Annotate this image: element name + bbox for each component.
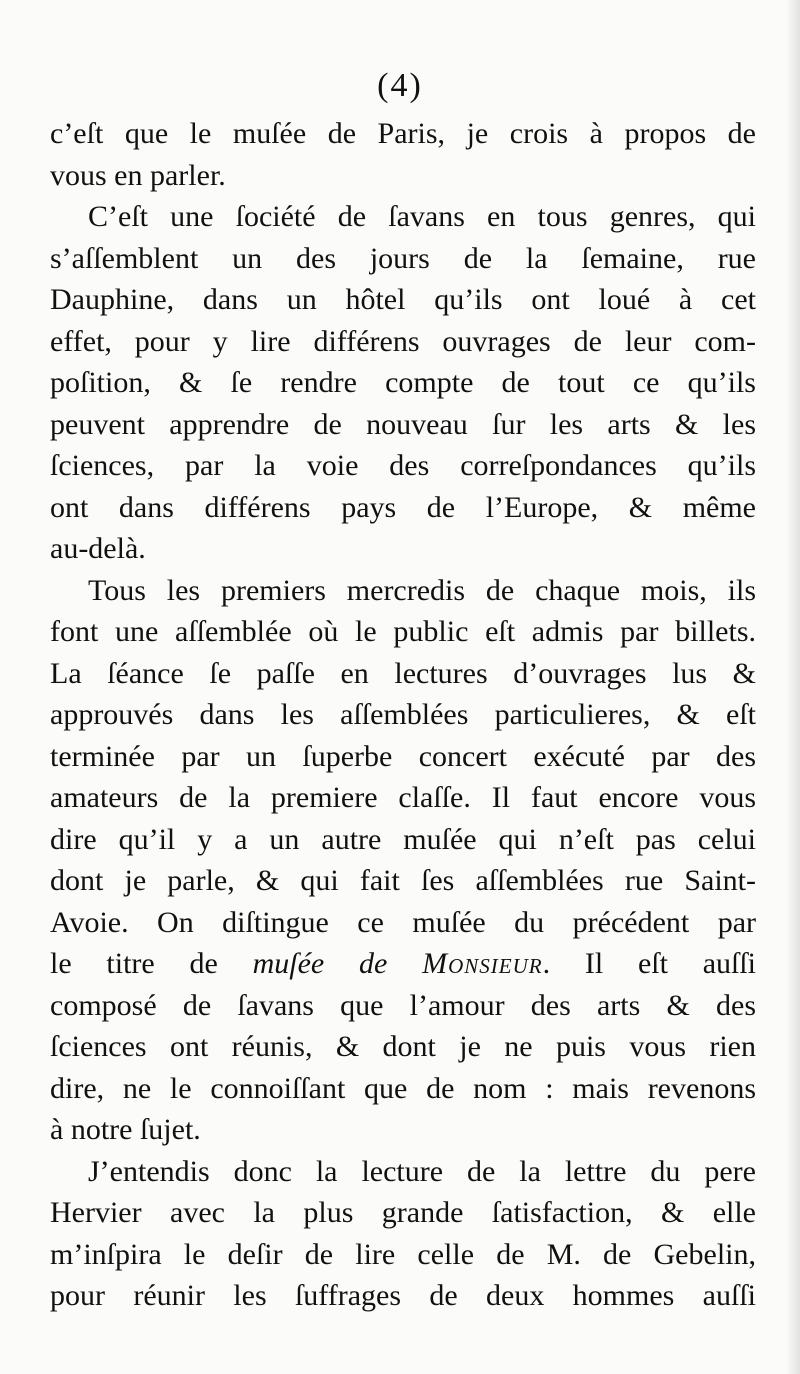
- line-prefix: le titre de: [50, 947, 253, 980]
- text-line: ſciences, par la voie des correſpondances qu’ils: [50, 449, 756, 482]
- line-suffix: . Il eſt auſſi: [542, 947, 757, 980]
- text-line: amateurs de la premiere claſſe. Il faut encore vous: [50, 781, 756, 814]
- text-line: à notre ſujet.: [50, 1113, 201, 1146]
- text-line: au-delà.: [50, 532, 146, 565]
- text-line: ont dans différens pays de l’Europe, & même: [50, 490, 756, 524]
- text-line: ſciences ont réunis, & dont je ne puis vous rien: [50, 1030, 756, 1063]
- text-line: peuvent apprendre de nouveau ſur les arts & les: [50, 407, 756, 441]
- page-number: (4): [377, 67, 423, 104]
- text-line: C’eſt une ſociété de ſavans en tous genres, qui: [88, 200, 756, 233]
- text-line: terminée par un ſuperbe concert exécuté par des: [50, 739, 756, 773]
- text-line: dont je parle, & qui fait ſes aſſemblées rue Saint-: [50, 864, 756, 897]
- text-line: Dauphine, dans un hôtel qu’ils ont loué à cet: [50, 283, 756, 316]
- text-line: La ſéance ſe paſſe en lectures d’ouvrages lus &: [50, 656, 756, 690]
- text-line: pour réunir les ſuffrages de deux hommes auſſi: [50, 1279, 756, 1312]
- page-edge-shadow: [786, 0, 800, 1374]
- text-line-with-title: [50, 943, 756, 985]
- text-line: Avoie. On diſtingue ce muſée du précédent par: [50, 905, 756, 939]
- text-line: m’inſpira le deſir de lire celle de M. de Gebelin,: [50, 1237, 756, 1271]
- text-line: c’eſt que le muſée de Paris, je crois à propos de: [50, 117, 756, 150]
- text-line: s’aſſemblent un des jours de la ſemaine, rue: [50, 241, 756, 275]
- text-line: J’entendis donc la lecture de la lettre du pere: [88, 1154, 756, 1188]
- text-line: approuvés dans les aſſemblées particulieres, & eſt: [50, 698, 756, 731]
- italic-title: muſée de: [252, 947, 388, 980]
- text-line: Hervier avec la plus grande ſatisfaction, & elle: [50, 1196, 756, 1229]
- text-line: vous en parler.: [50, 158, 226, 192]
- text-line: composé de ſavans que l’amour des arts & des: [50, 988, 756, 1022]
- text-line: effet, pour y lire différens ouvrages de leur com-: [50, 324, 756, 358]
- text-line: Tous les premiers mercredis de chaque mois, ils: [88, 573, 756, 607]
- text-line: font une aſſemblée où le public eſt admis par billets.: [50, 615, 756, 648]
- body-text: [50, 113, 756, 1317]
- text-line: poſition, & ſe rendre compte de tout ce qu’ils: [50, 366, 756, 399]
- smallcaps-title: Monsieur: [422, 947, 543, 980]
- text-line: dire, ne le connoiſſant que de nom : mais revenons: [50, 1071, 756, 1105]
- text-line: dire qu’il y a un autre muſée qui n’eſt pas celui: [50, 822, 756, 856]
